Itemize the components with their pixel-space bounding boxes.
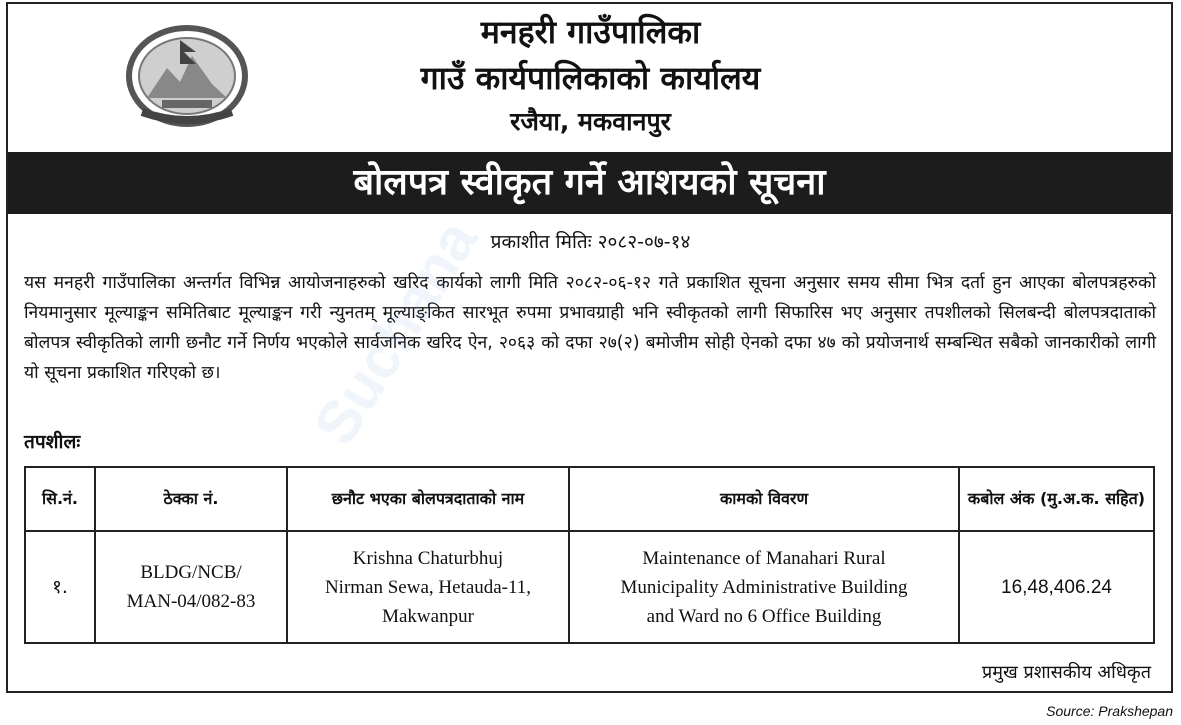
signatory-title: प्रमुख प्रशासकीय अधिकृत [982, 662, 1151, 683]
header-contract-no: ठेक्का नं. [95, 467, 287, 531]
notice-title: बोलपत्र स्वीकृत गर्ने आशयको सूचना [8, 152, 1171, 214]
cell-bid-amount: 16,48,406.24 [959, 531, 1154, 643]
details-label: तपशीलः [24, 431, 81, 453]
source-credit: Source: Prakshepan [1046, 703, 1173, 719]
header-work-description: कामको विवरण [569, 467, 959, 531]
header-bid-amount: कबोल अंक (मु.अ.क. सहित) [959, 467, 1154, 531]
bidder-line: Krishna Chaturbhuj [352, 547, 504, 569]
watermark-text: Suchana [300, 208, 491, 457]
bidder-line: Nirman Sewa, Hetauda-11, [324, 576, 532, 598]
table-header-row [25, 467, 1154, 531]
published-date: प्रकाशीत मितिः २०८२-०७-१४ [490, 231, 691, 253]
header-serial: सि.नं. [25, 467, 95, 531]
cell-contract-no [95, 531, 287, 643]
notice-body: यस मनहरी गाउँपालिका अन्तर्गत विभिन्न आयोजनाहरुको खरिद कार्यको लागी मिति २०८२-०६-१२ गते प्रकाशित सूचना अनुसार समय सीमा भित्र दर्ता हुन आएका बोलपत्रहरुको नियमानुसार मूल्याङ्कन समितिबाट मूल्याङ्कन गरी न्युनतम् मूल्याङ्‌कित सारभूत रुपमा प्रभावग्राही भनि स्वीकृतको लागी सिफारिस भए अनुसार तपशीलको सिलबन्दी बोलपत्रदाताको बोलपत्र स्वीकृतिको लागी छनौट गर्ने निर्णय भएकोले सार्वजनिक खरिद ऐन, २०६३ को दफा २७(२) बमोजीम सोही ऐनको दफा ४७ को प्रयोजनार्थ सम्बन्धित सबैको जानकारीको लागी यो सूचना प्रकाशित गरिएको छ। [24, 273, 1156, 383]
cell-serial: १. [25, 531, 95, 643]
work-line: and Ward no 6 Office Building [646, 605, 882, 627]
cell-work-description [569, 531, 959, 643]
work-line: Municipality Administrative Building [620, 576, 908, 598]
contract-table [24, 466, 1155, 644]
contract-no-line: MAN-04/082-83 [126, 591, 256, 612]
work-line: Maintenance of Manahari Rural [642, 547, 886, 569]
table-row [25, 531, 1154, 643]
municipality-name: मनहरी गाउँपालिका [480, 13, 701, 51]
bidder-line: Makwanpur [382, 605, 474, 627]
office-address: रजैया, मकवानपुर [510, 107, 671, 136]
cell-bidder-name [287, 531, 569, 643]
contract-no-line: BLDG/NCB/ [140, 562, 242, 583]
office-name: गाउँ कार्यपालिकाको कार्यालय [420, 59, 761, 97]
header-bidder-name: छनौट भएका बोलपत्रदाताको नाम [287, 467, 569, 531]
